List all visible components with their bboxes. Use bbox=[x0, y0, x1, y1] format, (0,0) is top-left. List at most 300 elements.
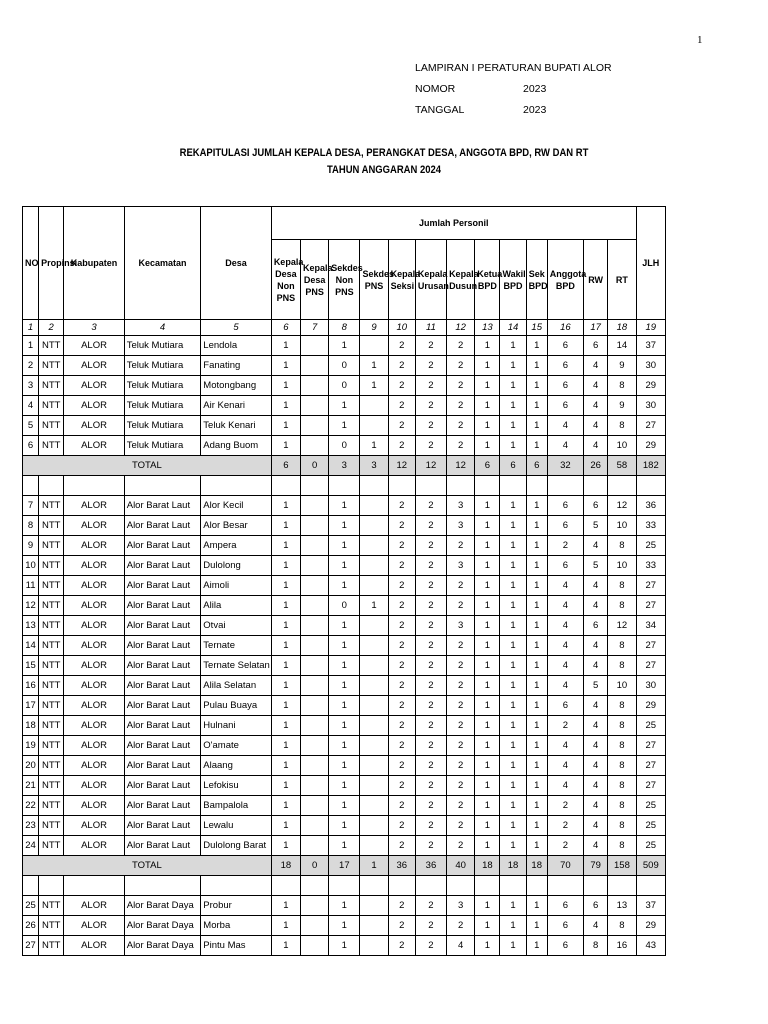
table-cell bbox=[360, 616, 388, 636]
table-cell: 1 bbox=[526, 616, 547, 636]
table-cell: Pulau Buaya bbox=[201, 696, 272, 716]
table-cell: Lefokisu bbox=[201, 776, 272, 796]
table-cell: NTT bbox=[39, 376, 64, 396]
spacer-cell bbox=[500, 476, 526, 496]
table-cell: 1 bbox=[526, 596, 547, 616]
table-cell: NTT bbox=[39, 636, 64, 656]
table-cell: 7 bbox=[23, 496, 39, 516]
table-head bbox=[23, 207, 666, 320]
table-cell: 2 bbox=[415, 416, 446, 436]
table-cell: 1 bbox=[329, 536, 360, 556]
table-cell: 2 bbox=[415, 616, 446, 636]
table-cell bbox=[301, 616, 329, 636]
table-cell bbox=[360, 916, 388, 936]
column-number-cell: 3 bbox=[64, 320, 124, 336]
table-cell: ALOR bbox=[64, 836, 124, 856]
table-cell: 1 bbox=[526, 796, 547, 816]
table-cell: 1 bbox=[271, 576, 300, 596]
table-cell: 29 bbox=[636, 436, 665, 456]
table-cell: NTT bbox=[39, 436, 64, 456]
table-cell: 2 bbox=[388, 756, 415, 776]
table-cell: 6 bbox=[547, 556, 583, 576]
table-cell: 2 bbox=[415, 436, 446, 456]
table-cell: 4 bbox=[584, 396, 608, 416]
table-cell: Teluk Mutiara bbox=[124, 356, 201, 376]
table-cell: 1 bbox=[475, 616, 500, 636]
table-cell: 1 bbox=[500, 376, 526, 396]
table-cell: NTT bbox=[39, 576, 64, 596]
table-cell: 2 bbox=[447, 836, 475, 856]
table-cell: 27 bbox=[636, 596, 665, 616]
table-cell: 1 bbox=[526, 576, 547, 596]
table-cell: 2 bbox=[388, 336, 415, 356]
table-cell: 1 bbox=[271, 656, 300, 676]
table-cell: 1 bbox=[526, 656, 547, 676]
table-cell: 6 bbox=[547, 376, 583, 396]
total-cell: 36 bbox=[388, 856, 415, 876]
table-cell: Dulolong Barat bbox=[201, 836, 272, 856]
table-cell bbox=[301, 736, 329, 756]
table-cell: 2 bbox=[547, 796, 583, 816]
table-cell bbox=[301, 676, 329, 696]
table-cell: NTT bbox=[39, 556, 64, 576]
table-cell: 1 bbox=[500, 396, 526, 416]
table-cell: Alor Barat Laut bbox=[124, 496, 201, 516]
table-cell bbox=[301, 536, 329, 556]
column-number-cell: 16 bbox=[547, 320, 583, 336]
table-cell: 1 bbox=[329, 676, 360, 696]
spacer-cell bbox=[636, 476, 665, 496]
table-cell bbox=[360, 776, 388, 796]
table-cell: 2 bbox=[415, 836, 446, 856]
table-cell: NTT bbox=[39, 916, 64, 936]
table-cell: 2 bbox=[447, 816, 475, 836]
column-number-cell: 2 bbox=[39, 320, 64, 336]
table-cell: 2 bbox=[547, 536, 583, 556]
table-cell: 1 bbox=[475, 536, 500, 556]
table-cell: 2 bbox=[415, 736, 446, 756]
total-cell: 509 bbox=[636, 856, 665, 876]
table-cell: 1 bbox=[475, 756, 500, 776]
spacer-row bbox=[23, 476, 666, 496]
spacer-cell bbox=[23, 476, 39, 496]
table-cell: 27 bbox=[636, 416, 665, 436]
header-rw: RW bbox=[584, 240, 608, 320]
table-cell: 2 bbox=[415, 796, 446, 816]
spacer-cell bbox=[64, 876, 124, 896]
table-cell: 4 bbox=[547, 596, 583, 616]
table-cell: 1 bbox=[329, 776, 360, 796]
table-cell: 1 bbox=[271, 596, 300, 616]
table-body bbox=[23, 320, 666, 956]
table-cell: 4 bbox=[584, 436, 608, 456]
column-number-cell: 18 bbox=[608, 320, 636, 336]
column-number-cell: 8 bbox=[329, 320, 360, 336]
table-cell: Alor Barat Laut bbox=[124, 776, 201, 796]
table-cell: 5 bbox=[23, 416, 39, 436]
table-cell: 1 bbox=[500, 836, 526, 856]
table-cell: ALOR bbox=[64, 716, 124, 736]
table-cell bbox=[301, 796, 329, 816]
spacer-cell bbox=[388, 876, 415, 896]
table-cell bbox=[301, 936, 329, 956]
table-cell: 1 bbox=[329, 656, 360, 676]
table-cell: Air Kenari bbox=[201, 396, 272, 416]
table-cell: 2 bbox=[388, 716, 415, 736]
table-cell: 1 bbox=[475, 796, 500, 816]
total-cell: 40 bbox=[447, 856, 475, 876]
table-cell: 14 bbox=[608, 336, 636, 356]
table-cell: 2 bbox=[415, 676, 446, 696]
table-cell: 1 bbox=[526, 896, 547, 916]
spacer-cell bbox=[475, 476, 500, 496]
table-row bbox=[23, 676, 666, 696]
table-cell bbox=[360, 756, 388, 776]
table-cell: 1 bbox=[475, 436, 500, 456]
header-kades-pns: Kepala Desa PNS bbox=[301, 240, 329, 320]
table-cell: 2 bbox=[388, 696, 415, 716]
table-cell: 9 bbox=[608, 396, 636, 416]
table-cell: ALOR bbox=[64, 816, 124, 836]
table-cell: 2 bbox=[388, 356, 415, 376]
table-cell: 26 bbox=[23, 916, 39, 936]
table-cell bbox=[301, 396, 329, 416]
table-cell: 1 bbox=[526, 936, 547, 956]
table-cell: 1 bbox=[500, 496, 526, 516]
table-cell: 8 bbox=[608, 796, 636, 816]
table-cell: 2 bbox=[447, 396, 475, 416]
table-cell bbox=[360, 816, 388, 836]
table-cell: ALOR bbox=[64, 656, 124, 676]
table-cell: 2 bbox=[388, 776, 415, 796]
table-cell: 1 bbox=[500, 896, 526, 916]
table-cell: 1 bbox=[500, 716, 526, 736]
spacer-cell bbox=[201, 476, 272, 496]
table-row bbox=[23, 756, 666, 776]
column-number-cell: 4 bbox=[124, 320, 201, 336]
table-cell bbox=[360, 836, 388, 856]
table-cell: Dulolong bbox=[201, 556, 272, 576]
table-cell: 1 bbox=[360, 376, 388, 396]
table-cell: 2 bbox=[415, 596, 446, 616]
table-row bbox=[23, 556, 666, 576]
spacer-cell bbox=[39, 476, 64, 496]
table-cell: 2 bbox=[388, 916, 415, 936]
table-cell: 2 bbox=[388, 736, 415, 756]
table-cell: ALOR bbox=[64, 796, 124, 816]
column-number-cell: 6 bbox=[271, 320, 300, 336]
table-cell: 2 bbox=[388, 796, 415, 816]
table-cell: 8 bbox=[608, 816, 636, 836]
table-cell: 4 bbox=[584, 376, 608, 396]
spacer-cell bbox=[201, 876, 272, 896]
table-cell: 2 bbox=[388, 436, 415, 456]
table-cell bbox=[360, 736, 388, 756]
table-cell: 10 bbox=[608, 516, 636, 536]
table-row bbox=[23, 716, 666, 736]
table-cell: 1 bbox=[271, 536, 300, 556]
table-cell: 2 bbox=[388, 556, 415, 576]
table-cell: 8 bbox=[608, 736, 636, 756]
table-cell: 1 bbox=[526, 836, 547, 856]
spacer-cell bbox=[301, 876, 329, 896]
table-cell: 1 bbox=[271, 556, 300, 576]
table-cell: ALOR bbox=[64, 676, 124, 696]
table-cell: 4 bbox=[547, 776, 583, 796]
table-cell: 2 bbox=[415, 636, 446, 656]
total-cell: 79 bbox=[584, 856, 608, 876]
total-cell: 18 bbox=[271, 856, 300, 876]
table-cell: 5 bbox=[584, 556, 608, 576]
table-cell: 1 bbox=[475, 916, 500, 936]
table-cell: 1 bbox=[500, 916, 526, 936]
table-cell: 8 bbox=[23, 516, 39, 536]
table-cell: 37 bbox=[636, 336, 665, 356]
table-cell: Alor Barat Daya bbox=[124, 936, 201, 956]
table-cell: 4 bbox=[584, 796, 608, 816]
table-cell: Alor Barat Daya bbox=[124, 896, 201, 916]
header-kepala-seksi: Kepala Seksi bbox=[388, 240, 415, 320]
table-cell: 25 bbox=[636, 716, 665, 736]
table-cell: 2 bbox=[447, 336, 475, 356]
table-cell: 27 bbox=[636, 636, 665, 656]
table-cell: 2 bbox=[447, 636, 475, 656]
table-cell: 2 bbox=[388, 936, 415, 956]
total-cell: 0 bbox=[301, 856, 329, 876]
table-cell: 1 bbox=[526, 556, 547, 576]
spacer-cell bbox=[388, 476, 415, 496]
table-cell: 2 bbox=[415, 516, 446, 536]
total-cell: 18 bbox=[475, 856, 500, 876]
table-cell: 30 bbox=[636, 356, 665, 376]
table-cell: 2 bbox=[415, 656, 446, 676]
table-cell bbox=[301, 836, 329, 856]
spacer-cell bbox=[475, 876, 500, 896]
table-cell: 8 bbox=[608, 836, 636, 856]
table-cell bbox=[301, 436, 329, 456]
header-desa: Desa bbox=[201, 207, 272, 320]
table-cell: 1 bbox=[360, 356, 388, 376]
table-cell: 4 bbox=[547, 676, 583, 696]
table-cell: 1 bbox=[475, 936, 500, 956]
table-cell bbox=[301, 336, 329, 356]
column-number-row bbox=[23, 320, 666, 336]
table-cell: 1 bbox=[500, 736, 526, 756]
table-cell: ALOR bbox=[64, 736, 124, 756]
table-cell: 1 bbox=[500, 516, 526, 536]
total-cell: 1 bbox=[360, 856, 388, 876]
table-cell: 1 bbox=[526, 516, 547, 536]
table-cell: ALOR bbox=[64, 556, 124, 576]
table-cell: 2 bbox=[388, 596, 415, 616]
table-cell: 2 bbox=[547, 836, 583, 856]
table-cell: 2 bbox=[415, 896, 446, 916]
table-cell: Alor Besar bbox=[201, 516, 272, 536]
table-cell: 1 bbox=[475, 556, 500, 576]
table-cell: NTT bbox=[39, 716, 64, 736]
table-cell: Alor Barat Daya bbox=[124, 916, 201, 936]
lampiran-block bbox=[415, 58, 612, 121]
table-cell: NTT bbox=[39, 516, 64, 536]
table-cell: 1 bbox=[329, 496, 360, 516]
table-cell: 37 bbox=[636, 896, 665, 916]
table-cell bbox=[360, 796, 388, 816]
table-cell: 1 bbox=[329, 736, 360, 756]
table-cell: 2 bbox=[388, 496, 415, 516]
table-row bbox=[23, 436, 666, 456]
table-cell: 1 bbox=[500, 756, 526, 776]
table-cell: Alor Barat Laut bbox=[124, 756, 201, 776]
table-cell: 2 bbox=[388, 656, 415, 676]
column-number-cell: 13 bbox=[475, 320, 500, 336]
table-cell: 1 bbox=[329, 756, 360, 776]
total-cell: 12 bbox=[388, 456, 415, 476]
total-cell: 6 bbox=[271, 456, 300, 476]
table-cell bbox=[301, 556, 329, 576]
table-cell bbox=[360, 576, 388, 596]
table-cell bbox=[301, 356, 329, 376]
spacer-cell bbox=[64, 476, 124, 496]
table-cell: 1 bbox=[329, 396, 360, 416]
spacer-cell bbox=[415, 476, 446, 496]
spacer-cell bbox=[526, 476, 547, 496]
table-cell: 1 bbox=[360, 436, 388, 456]
spacer-row bbox=[23, 876, 666, 896]
table-cell: 1 bbox=[500, 656, 526, 676]
table-cell: 1 bbox=[500, 576, 526, 596]
table-cell: 4 bbox=[547, 436, 583, 456]
table-cell: NTT bbox=[39, 896, 64, 916]
table-cell: 6 bbox=[547, 336, 583, 356]
table-cell: NTT bbox=[39, 776, 64, 796]
table-cell: 1 bbox=[475, 376, 500, 396]
header-jumlah-personil: Jumlah Personil bbox=[271, 207, 636, 240]
column-number-cell: 19 bbox=[636, 320, 665, 336]
table-cell: Aimoli bbox=[201, 576, 272, 596]
table-cell: NTT bbox=[39, 536, 64, 556]
table-cell: 19 bbox=[23, 736, 39, 756]
table-cell: 4 bbox=[447, 936, 475, 956]
table-cell: 1 bbox=[329, 556, 360, 576]
table-cell: Teluk Kenari bbox=[201, 416, 272, 436]
table-cell: 13 bbox=[608, 896, 636, 916]
spacer-cell bbox=[500, 876, 526, 896]
table-cell: 6 bbox=[547, 916, 583, 936]
header-rt: RT bbox=[608, 240, 636, 320]
table-cell: ALOR bbox=[64, 776, 124, 796]
table-cell: 2 bbox=[388, 676, 415, 696]
table-cell bbox=[360, 396, 388, 416]
table-cell: 33 bbox=[636, 556, 665, 576]
table-cell bbox=[360, 896, 388, 916]
spacer-cell bbox=[23, 876, 39, 896]
table-cell: 1 bbox=[526, 496, 547, 516]
spacer-cell bbox=[608, 876, 636, 896]
table-cell: 1 bbox=[475, 676, 500, 696]
header-sekdes-non-pns: Sekdes Non PNS bbox=[329, 240, 360, 320]
column-number-cell: 5 bbox=[201, 320, 272, 336]
table-row bbox=[23, 796, 666, 816]
table-cell: 4 bbox=[584, 596, 608, 616]
table-row bbox=[23, 596, 666, 616]
table-cell: 27 bbox=[636, 776, 665, 796]
table-cell bbox=[360, 636, 388, 656]
table-cell: 25 bbox=[636, 536, 665, 556]
table-cell: ALOR bbox=[64, 396, 124, 416]
table-cell: NTT bbox=[39, 676, 64, 696]
total-row bbox=[23, 856, 666, 876]
column-number-cell: 17 bbox=[584, 320, 608, 336]
table-cell: 1 bbox=[475, 836, 500, 856]
table-cell: 4 bbox=[23, 396, 39, 416]
lampiran-title: LAMPIRAN I PERATURAN BUPATI ALOR bbox=[415, 62, 612, 74]
table-cell: 1 bbox=[500, 556, 526, 576]
table-cell: 2 bbox=[415, 336, 446, 356]
table-cell: 6 bbox=[23, 436, 39, 456]
table-cell bbox=[301, 816, 329, 836]
total-cell: 182 bbox=[636, 456, 665, 476]
nomor-value: 2023 bbox=[523, 83, 547, 95]
spacer-cell bbox=[415, 876, 446, 896]
table-cell: Otvai bbox=[201, 616, 272, 636]
table-cell: 6 bbox=[547, 496, 583, 516]
table-cell: 27 bbox=[636, 656, 665, 676]
table-cell: 2 bbox=[388, 576, 415, 596]
table-cell: 1 bbox=[271, 936, 300, 956]
table-cell: NTT bbox=[39, 936, 64, 956]
table-cell: 1 bbox=[271, 436, 300, 456]
table-cell: 3 bbox=[447, 496, 475, 516]
table-cell: 2 bbox=[447, 796, 475, 816]
table-row bbox=[23, 336, 666, 356]
table-cell: 2 bbox=[388, 616, 415, 636]
table-cell: 2 bbox=[388, 416, 415, 436]
table-cell: 1 bbox=[329, 896, 360, 916]
table-cell: Alor Barat Laut bbox=[124, 516, 201, 536]
table-cell bbox=[301, 756, 329, 776]
table-cell bbox=[360, 516, 388, 536]
table-row bbox=[23, 916, 666, 936]
tanggal-value: 2023 bbox=[523, 104, 547, 116]
total-cell: 3 bbox=[360, 456, 388, 476]
table-cell: NTT bbox=[39, 596, 64, 616]
table-cell: 1 bbox=[500, 616, 526, 636]
table-cell: 1 bbox=[475, 896, 500, 916]
spacer-cell bbox=[636, 876, 665, 896]
table-cell: 1 bbox=[475, 696, 500, 716]
table-cell: NTT bbox=[39, 656, 64, 676]
table-cell: Alor Barat Laut bbox=[124, 736, 201, 756]
table-cell: Motongbang bbox=[201, 376, 272, 396]
table-cell: 2 bbox=[415, 816, 446, 836]
table-cell: ALOR bbox=[64, 416, 124, 436]
table-cell: 1 bbox=[475, 656, 500, 676]
table-cell: Fanating bbox=[201, 356, 272, 376]
table-cell: 1 bbox=[475, 636, 500, 656]
table-cell: Pintu Mas bbox=[201, 936, 272, 956]
table-cell: 2 bbox=[447, 716, 475, 736]
table-cell: 1 bbox=[500, 356, 526, 376]
table-cell: 1 bbox=[271, 396, 300, 416]
table-cell: 2 bbox=[447, 576, 475, 596]
table-cell: 2 bbox=[447, 736, 475, 756]
column-number-cell: 10 bbox=[388, 320, 415, 336]
table-row bbox=[23, 816, 666, 836]
table-cell: Alaang bbox=[201, 756, 272, 776]
total-cell: 158 bbox=[608, 856, 636, 876]
header-no: NO bbox=[23, 207, 39, 320]
spacer-cell bbox=[360, 476, 388, 496]
